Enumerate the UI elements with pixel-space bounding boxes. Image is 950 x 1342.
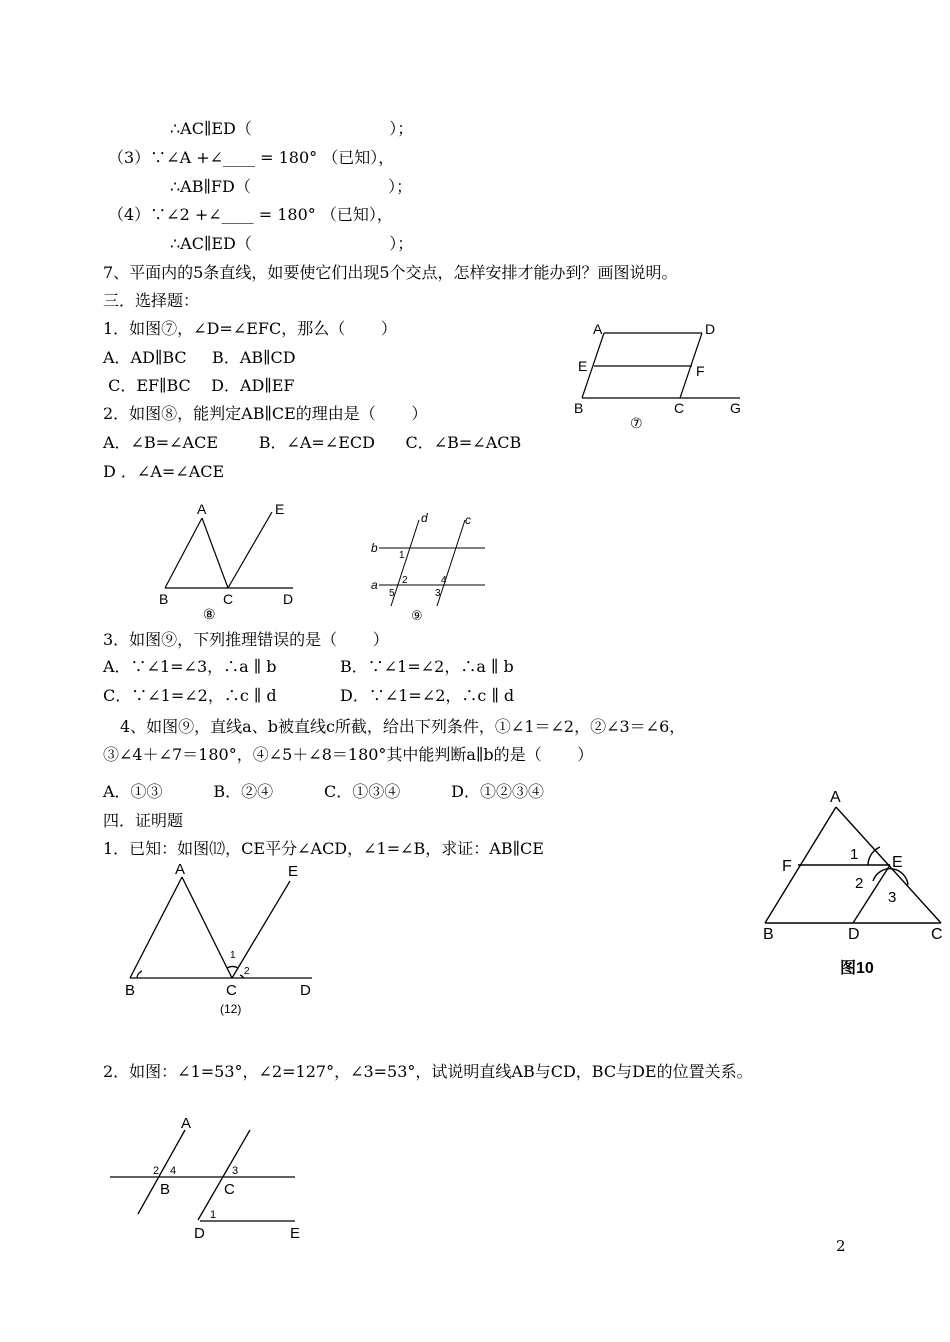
label-e: E — [578, 358, 588, 374]
options-line: A．AD∥BC B．AB∥CD — [103, 348, 296, 367]
figure-8 — [155, 498, 305, 623]
label-d: D — [705, 321, 716, 337]
angle-2: 2 — [855, 875, 864, 892]
figure-number: ⑧ — [203, 606, 216, 622]
figure-number: ⑦ — [630, 415, 643, 431]
label-b: B — [574, 400, 584, 416]
label-c: C — [224, 1181, 235, 1198]
text-line: ∴AC∥ED（ ）； — [170, 234, 414, 253]
label-a: A — [830, 789, 841, 806]
text-line: ∴AB∥FD（ ）； — [170, 177, 413, 196]
label-d: D — [194, 1225, 205, 1242]
options-line: A．∠B=∠ACE B．∠A=∠ECD C．∠B=∠ACB — [103, 433, 522, 452]
angle-5: 5 — [389, 588, 395, 599]
angle-4: 4 — [441, 575, 447, 586]
figure-q2 — [100, 1108, 320, 1248]
question-text: 3．如图⑨，下列推理错误的是（ ） — [103, 630, 389, 649]
angle-3: 3 — [435, 588, 441, 599]
label-b: b — [371, 541, 378, 555]
figure-9 — [365, 508, 495, 623]
angle-1: 1 — [210, 1209, 217, 1221]
proof-question-1: 1．已知：如图⑿，CE平分∠ACD，∠1=∠B，求证：AB∥CE — [103, 839, 544, 858]
text-line: ∴AC∥ED（ ）； — [170, 119, 414, 138]
angle-2: 2 — [244, 966, 250, 977]
label-c: c — [465, 513, 471, 527]
label-c: C — [931, 926, 943, 943]
label-b: B — [159, 591, 169, 607]
angle-1: 1 — [850, 846, 859, 863]
label-e: E — [290, 1225, 301, 1242]
angle-3: 3 — [888, 889, 897, 906]
label-a: A — [593, 321, 603, 337]
label-d: d — [421, 511, 428, 525]
label-d: D — [848, 926, 860, 943]
angle-4: 4 — [170, 1165, 177, 1177]
option-d: D．∵∠1=∠2，∴c ∥ d — [340, 686, 515, 705]
figure-10 — [758, 785, 948, 985]
label-a: A — [175, 861, 186, 878]
label-f: F — [696, 363, 705, 379]
text-line: （3）∵∠A +∠____ = 180° （已知）， — [108, 148, 395, 167]
label-d: D — [283, 591, 294, 607]
label-c: C — [674, 400, 685, 416]
label-f: F — [782, 858, 792, 875]
section-heading: 三．选择题： — [103, 291, 200, 310]
label-c: C — [226, 982, 237, 999]
option-c: C．∵∠1=∠2，∴c ∥ d — [103, 686, 277, 705]
label-a: a — [371, 578, 378, 592]
text-line: （4）∵∠2 +∠____ = 180° （已知）， — [108, 205, 393, 224]
label-b: B — [763, 926, 774, 943]
section-heading: 四．证明题 — [103, 811, 184, 830]
angle-2: 2 — [402, 575, 408, 586]
label-e: E — [275, 501, 285, 517]
options-line: A．①③ B．②④ C．①③④ D．①②③④ — [103, 782, 544, 801]
label-b: B — [125, 982, 136, 999]
question-7: 7、平面内的5条直线，如要使它们出现5个交点，怎样安排才能办到？画图说明。 — [103, 263, 678, 282]
angle-2: 2 — [153, 1165, 160, 1177]
page-number: 2 — [836, 1237, 846, 1255]
options-line: C．EF∥BC D．AD∥EF — [103, 376, 295, 395]
figure-number: ⑨ — [411, 608, 423, 623]
figure-number: (12) — [220, 1002, 242, 1016]
question-text: 2．如图⑧，能判定AB∥CE的理由是（ ） — [103, 404, 428, 423]
label-a: A — [197, 501, 207, 517]
question-text: 1．如图⑦，∠D=∠EFC，那么（ ） — [103, 319, 397, 338]
label-e: E — [892, 854, 903, 871]
figure-7 — [570, 318, 750, 433]
angle-3: 3 — [232, 1165, 239, 1177]
angle-1: 1 — [399, 550, 405, 561]
options-line: D ．∠A=∠ACE — [103, 462, 225, 481]
angle-1: 1 — [230, 950, 236, 961]
figure-caption: 图10 — [840, 960, 874, 977]
option-b: B．∵∠1=∠2，∴a ∥ b — [340, 657, 514, 676]
label-a: A — [181, 1115, 192, 1132]
figure-12 — [120, 855, 325, 1020]
label-d: D — [300, 982, 311, 999]
label-b: B — [160, 1181, 171, 1198]
label-g: G — [730, 400, 741, 416]
question-text: 4、如图⑨，直线a、b被直线c所截，给出下列条件，①∠1＝∠2，②∠3＝∠6， — [120, 717, 686, 736]
label-c: C — [223, 591, 234, 607]
question-text: ③∠4＋∠7＝180°，④∠5＋∠8＝180°其中能判断a∥b的是（ ） — [103, 745, 594, 764]
proof-question-2: 2．如图：∠1=53°，∠2=127°，∠3=53°，试说明直线AB与CD，BC与DE的位置关系。 — [103, 1062, 753, 1081]
label-e: E — [288, 863, 299, 880]
option-a: A．∵∠1=∠3，∴a ∥ b — [103, 657, 277, 676]
